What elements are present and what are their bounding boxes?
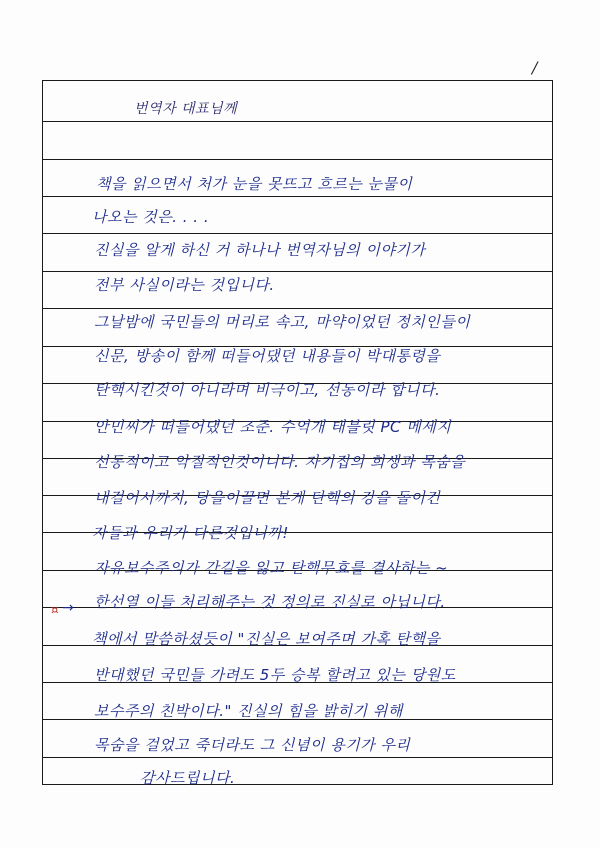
page-number: /: [532, 58, 538, 77]
ruled-line: [43, 159, 552, 160]
text-line: 책에서 말씀하셨듯이 "진실은 보여주며 가혹 탄핵을: [92, 630, 441, 648]
margin-mark: ¤: [51, 603, 59, 617]
ruled-line: [43, 308, 552, 309]
text-line: 자들과 우리가 다른것입니까!: [92, 524, 289, 542]
text-line: 감사드립니다.: [140, 769, 236, 787]
ruled-line: [43, 757, 552, 758]
ruled-line: [43, 121, 552, 122]
text-line: 탄핵시킨것이 아니라며 비극이고, 선동이라 합니다.: [94, 381, 441, 399]
ruled-line: [43, 233, 552, 234]
ruled-line: [43, 196, 552, 197]
text-line: 자유보수주의가 간길을 잃고 탄핵무효를 결사하는 ~: [94, 559, 449, 577]
text-line: 전부 사실이라는 것입니다.: [94, 276, 275, 294]
text-line: 안민씨가 떠들어댔던 조준. 수억개 태블릿 PC 메세지: [94, 418, 452, 436]
ruled-line: [43, 271, 552, 272]
text-line: 한선열 이들 처리해주는 것 정의로 진실로 아닙니다.: [94, 593, 446, 611]
text-line: 반대했던 국민들 가려도 5두 승복 할려고 있는 당원도: [94, 666, 456, 684]
text-line: 진실을 알게 하신 거 하나나 번역자님의 이야기가: [94, 241, 426, 259]
text-line: 보수주의 친박이다." 진실의 힘을 밝히기 위해: [94, 702, 403, 720]
text-line: 선동적이고 악질적인것이니다. 자기집의 희생과 목숨을: [94, 453, 466, 471]
letter-title: 번역자 대표님께: [134, 101, 238, 117]
text-line: 그날밤에 국민들의 머리로 속고, 마약이었던 정치인들이: [94, 313, 471, 331]
text-line: 신문, 방송이 함께 떠들어댔던 내용들이 박대통령을: [94, 347, 441, 365]
text-line: 목숨을 걸었고 죽더라도 그 신념이 용기가 우리: [94, 736, 411, 754]
text-line: 책을 읽으면서 처가 눈을 못뜨고 흐르는 눈물이: [96, 175, 413, 193]
text-line: 나오는 것은. . . .: [92, 208, 210, 226]
text-line: 내걸어서까지, 당을이끌면 본게 탄핵의 강을 돌이킨: [94, 489, 441, 507]
arrow-icon: →: [62, 600, 74, 616]
